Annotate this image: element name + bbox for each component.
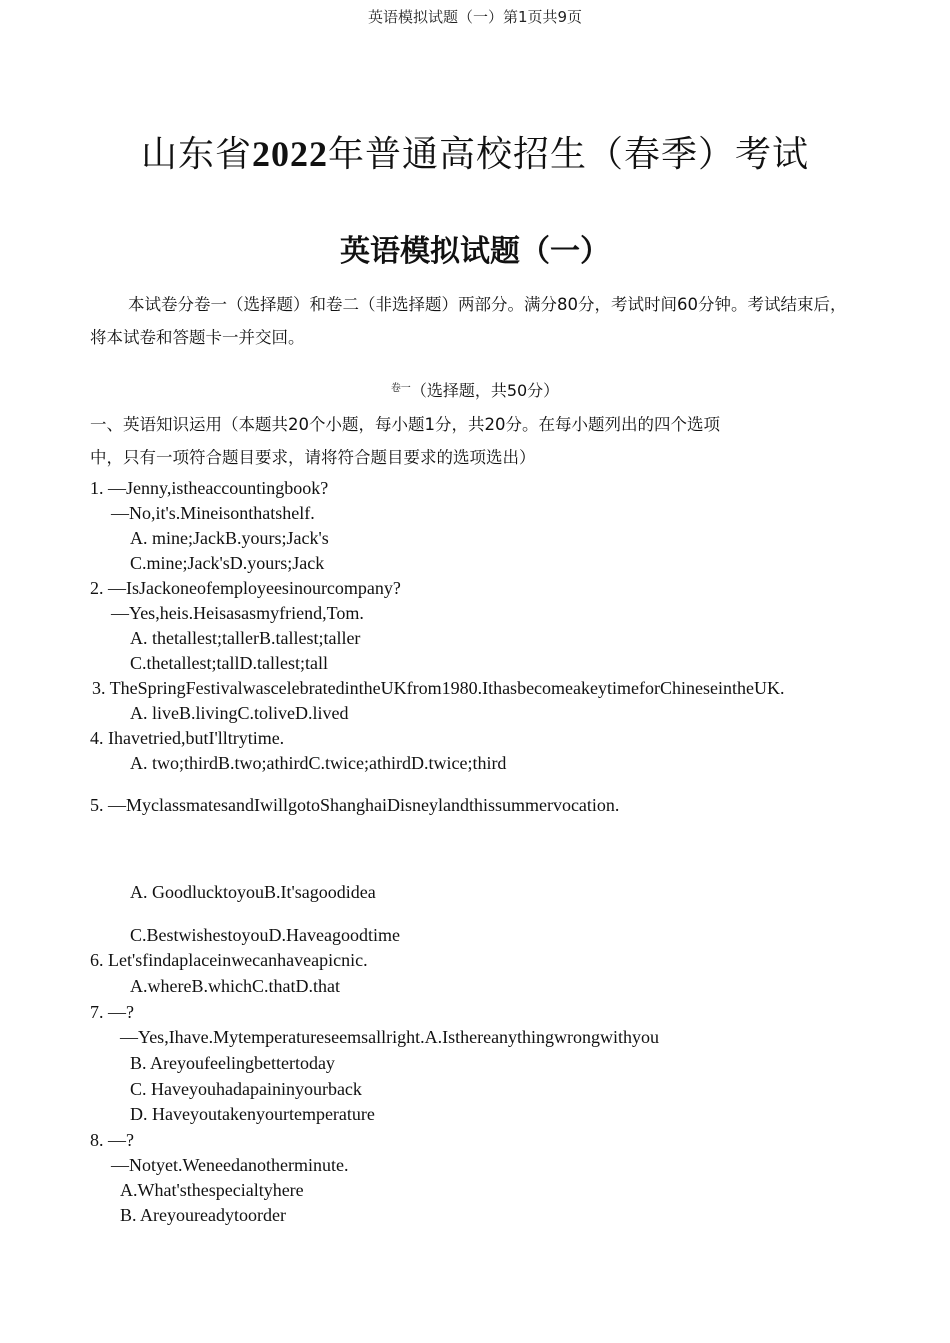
volume-label: 卷一 — [390, 383, 411, 394]
question-2-reply: —Yes,heis.Heisasasmyfriend,Tom. — [111, 603, 364, 623]
question-5-stem: 5. —MyclassmatesandIwillgotoShanghaiDisneylandthissummervocation. — [90, 795, 620, 815]
volume-info: （选择题，共50分） — [410, 381, 560, 400]
question-8-reply: —Notyet.Weneedanotherminute. — [111, 1155, 349, 1175]
page-header: 英语模拟试题（一）第1页共9页 — [367, 8, 583, 26]
volume-heading — [0, 378, 950, 401]
question-8-option-b: B. Areyoureadytoorder — [120, 1205, 286, 1225]
question-2-stem: 2. —IsJackoneofemployeesinourcompany? — [90, 578, 401, 598]
question-7-stem: 7. —? — [90, 1002, 134, 1022]
question-1-stem: 1. —Jenny,istheaccountingbook? — [90, 478, 329, 498]
question-7-option-d: D. Haveyoutakenyourtemperature — [130, 1104, 375, 1124]
question-2-options-cd: C.thetallest;tallD.tallest;tall — [130, 653, 328, 673]
question-5-options-ab: A. GoodlucktoyouB.It'sagoodidea — [130, 882, 376, 902]
exam-title-rest: 年普通高校招生（春季）考试 — [328, 134, 810, 175]
question-4-options: A. two;thirdB.two;athirdC.twice;athirdD.twice;third — [130, 753, 507, 773]
question-7-option-b: B. Areyoufeelingbettertoday — [130, 1053, 335, 1073]
paper-subtitle: 英语模拟试题（一） — [340, 234, 610, 269]
question-7-option-c: C. Haveyouhadapaininyourback — [130, 1079, 362, 1099]
question-3-options: A. liveB.livingC.toliveD.lived — [130, 703, 349, 723]
question-5-options-cd: C.BestwishestoyouD.Haveagoodtime — [130, 925, 400, 945]
question-6-options: A.whereB.whichC.thatD.that — [130, 976, 340, 996]
exam-title-year: 2022 — [252, 134, 328, 174]
section-instruction-line2: 中，只有一项符合题目要求，请将符合题目要求的选项选出） — [90, 448, 536, 467]
instructions-paragraph: 本试卷分卷一（选择题）和卷二（非选择题）两部分。满分80分，考试时间60分钟。考试结束后，将本试卷和答题卡一并交回。 — [90, 295, 847, 347]
question-3-stem: 3. TheSpringFestivalwascelebratedintheUKfrom1980.IthasbecomeakeytimeforChineseintheUK. — [92, 678, 785, 698]
question-6-stem: 6. Let'sfindaplaceinwecanhaveapicnic. — [90, 950, 368, 970]
question-7-reply: —Yes,Ihave.Mytemperatureseemsallright.A.Isthereanythingwrongwithyou — [120, 1027, 660, 1047]
section-instruction-line1: 一、英语知识运用（本题共20个小题，每小题1分，共20分。在每小题列出的四个选项 — [90, 415, 720, 434]
question-1-reply: —No,it's.Mineisonthatshelf. — [111, 503, 315, 523]
question-4-stem: 4. Ihavetried,butI'lltrytime. — [90, 728, 285, 748]
question-8-option-a: A.What'sthespecialtyhere — [120, 1180, 304, 1200]
question-1-options-cd: C.mine;Jack'sD.yours;Jack — [130, 553, 325, 573]
question-2-options-ab: A. thetallest;tallerB.tallest;taller — [130, 628, 361, 648]
question-8-stem: 8. —? — [90, 1130, 134, 1150]
exam-title-province: 山东省 — [140, 134, 252, 175]
exam-title — [0, 126, 950, 177]
question-1-options-ab: A. mine;JackB.yours;Jack's — [130, 528, 329, 548]
